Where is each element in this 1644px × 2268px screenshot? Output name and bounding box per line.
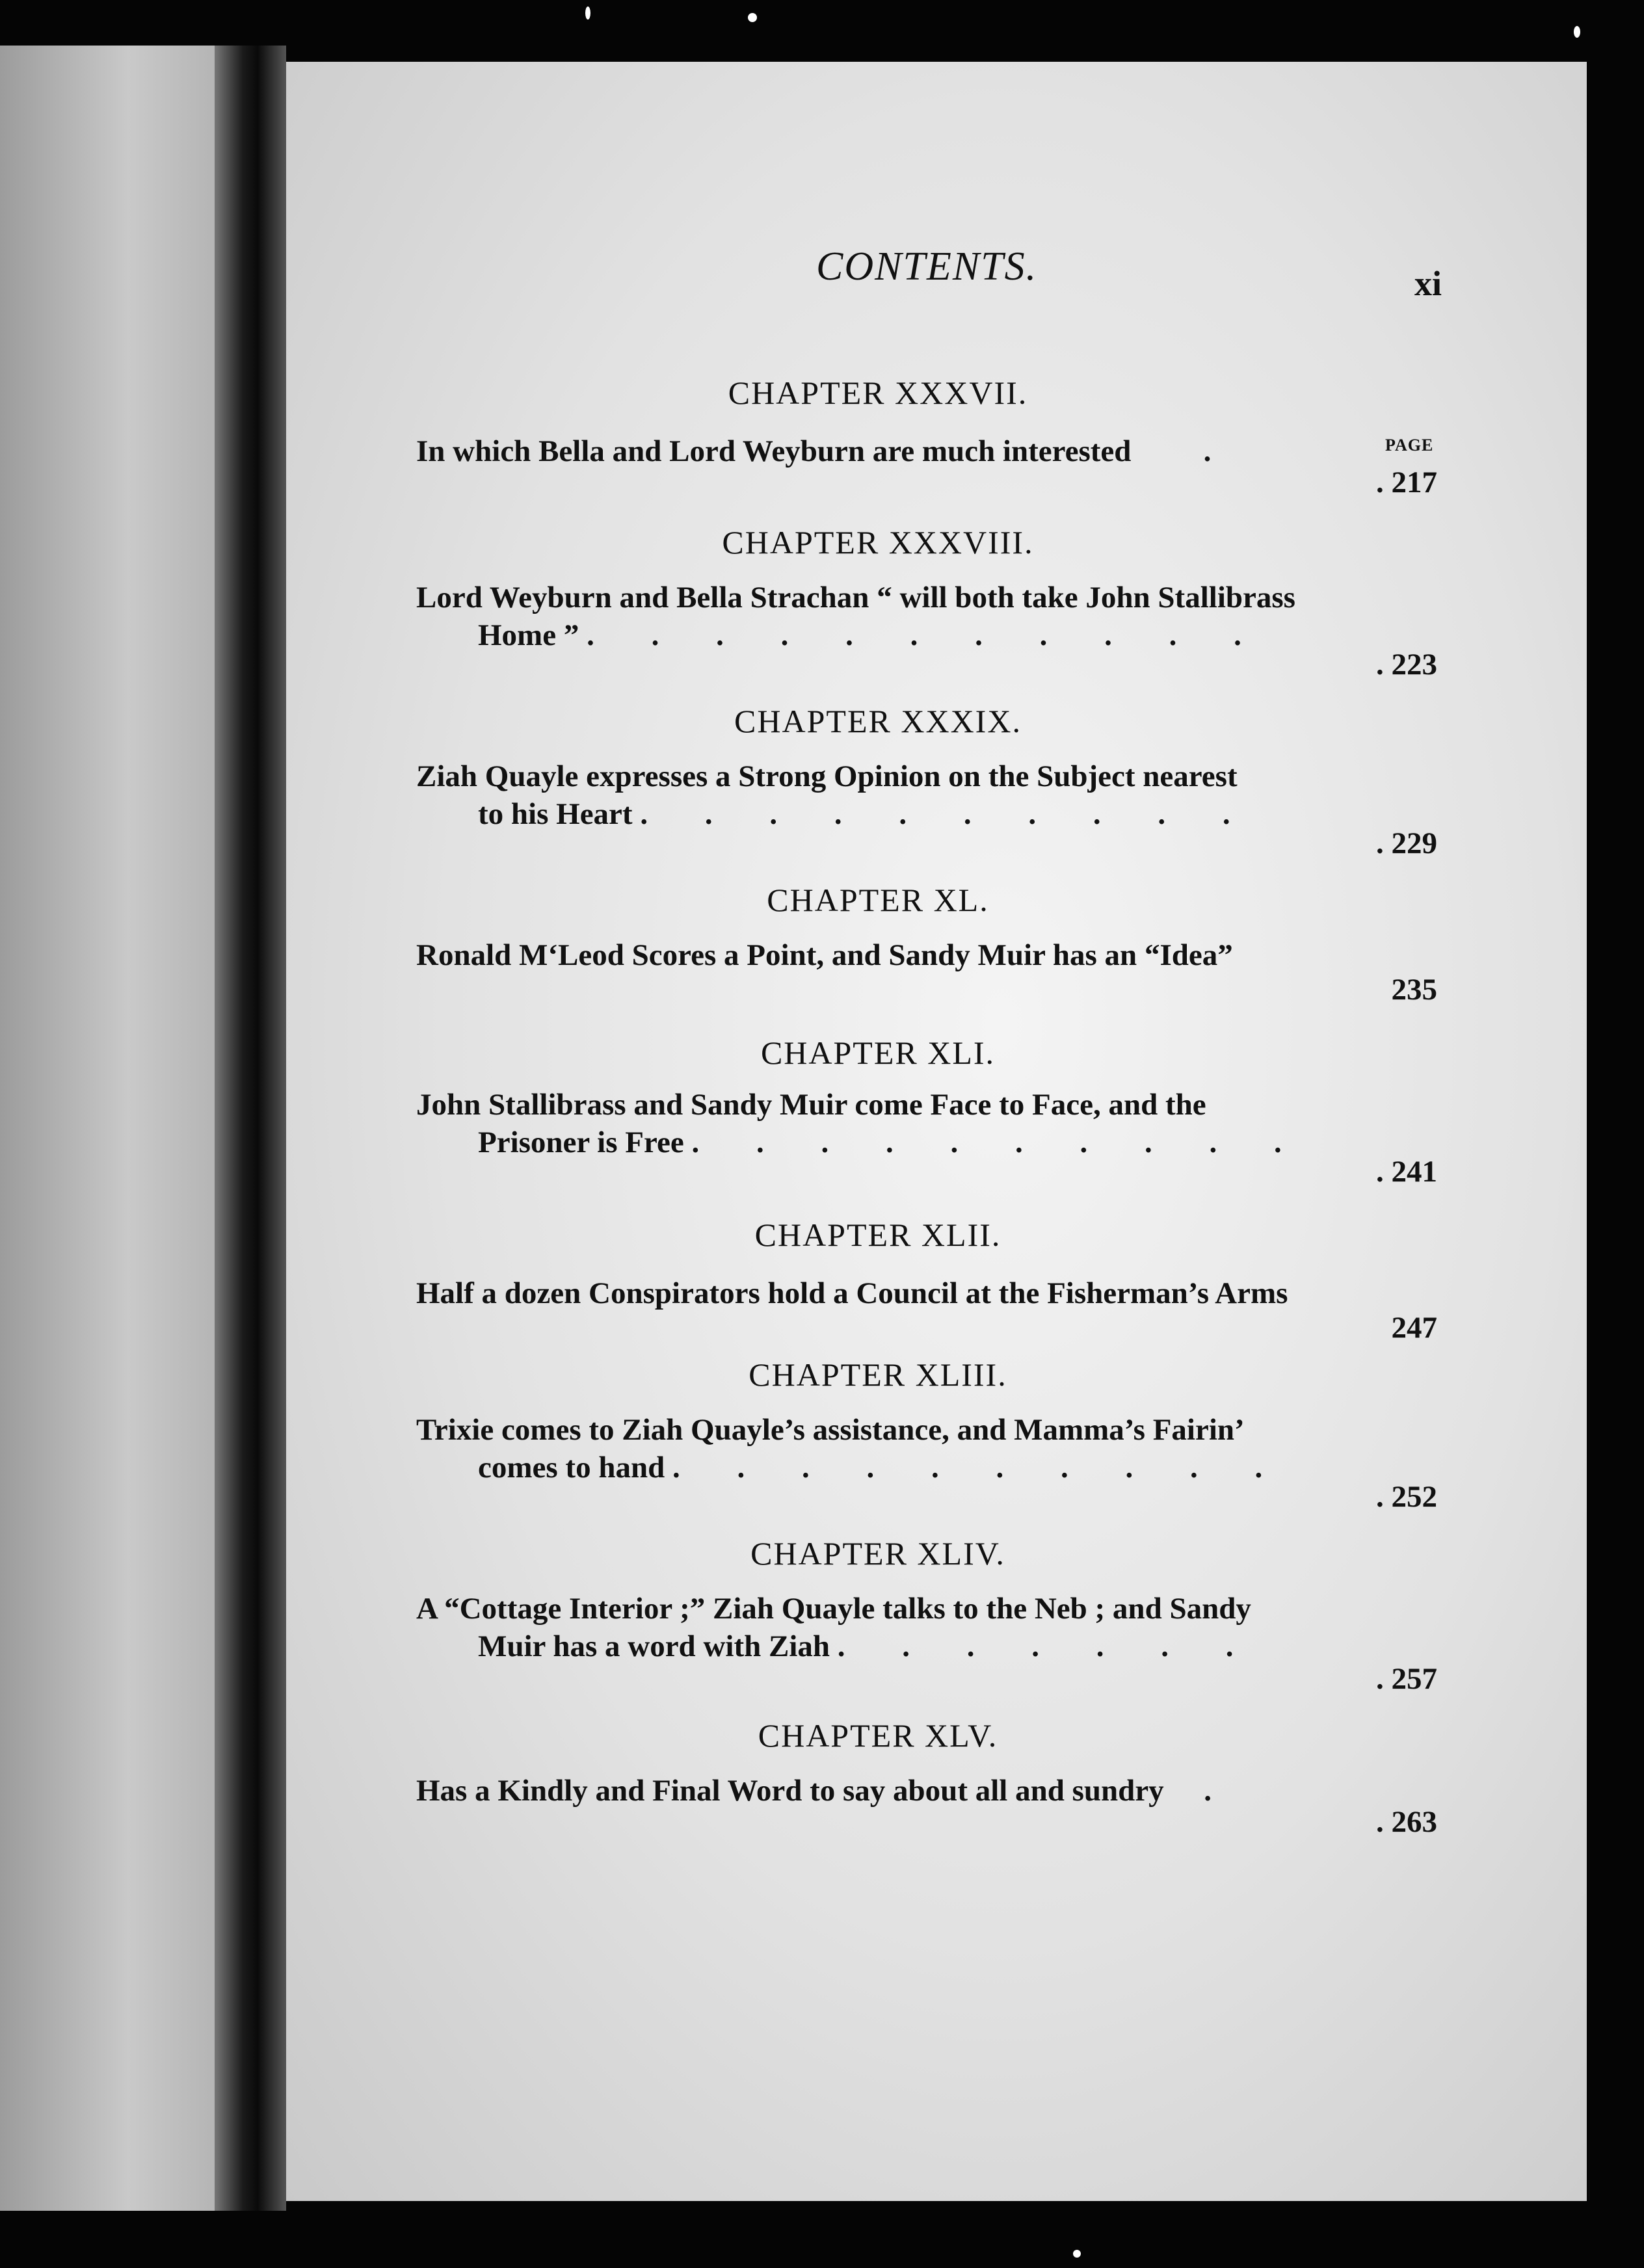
page-number: . 229 bbox=[1376, 826, 1437, 860]
chapter-title bbox=[416, 1274, 1405, 1312]
chapter-heading: CHAPTER XLII. bbox=[754, 1217, 1001, 1253]
scan-speck bbox=[748, 13, 757, 22]
page-column-label: PAGE bbox=[1385, 436, 1434, 455]
page-number: . 217 bbox=[1376, 466, 1437, 499]
page-number: . 223 bbox=[1376, 648, 1437, 681]
page-number: . 263 bbox=[1376, 1805, 1437, 1839]
chapter-heading: CHAPTER XLIII. bbox=[749, 1356, 1007, 1393]
chapter-title-line: In which Bella and Lord Weyburn are much interested bbox=[416, 434, 1132, 468]
chapter-title bbox=[416, 1411, 1405, 1486]
chapter-title-line: to his Heart bbox=[478, 797, 633, 831]
dot-leader: . . . . . . . . . . bbox=[691, 1126, 1306, 1159]
page-number: 235 bbox=[1391, 973, 1437, 1007]
chapter-heading: CHAPTER XXXIX. bbox=[734, 703, 1022, 739]
chapter-title bbox=[416, 758, 1405, 833]
chapter-heading: CHAPTER XLV. bbox=[758, 1717, 998, 1754]
chapter-title bbox=[416, 1086, 1405, 1161]
chapter-heading: CHAPTER XXXVIII. bbox=[722, 524, 1034, 560]
chapter-title-line: Prisoner is Free bbox=[478, 1126, 684, 1159]
chapter-title bbox=[416, 1772, 1405, 1810]
page-number: . 241 bbox=[1376, 1155, 1437, 1189]
dot-leader: . . . . . . . . . . bbox=[640, 797, 1255, 831]
book-gutter bbox=[215, 46, 286, 2211]
contents-page bbox=[286, 62, 1587, 2201]
chapter-title-line: comes to hand bbox=[478, 1451, 665, 1484]
folio-page-number: xi bbox=[1414, 264, 1442, 303]
facing-page-edge bbox=[0, 46, 215, 2211]
running-head: CONTENTS. bbox=[816, 244, 1038, 289]
chapter-title-line: Trixie comes to Ziah Quayle’s assistance, and Mamma’s Fairin’ bbox=[416, 1413, 1245, 1447]
chapter-title-line: Ronald M‘Leod Scores a Point, and Sandy Muir has an “Idea” bbox=[416, 938, 1233, 972]
chapter-title-line: A “Cottage Interior ;” Ziah Quayle talks to the Neb ; and Sandy bbox=[416, 1592, 1251, 1626]
dot-leader: . . . . . . . . . . . bbox=[587, 618, 1266, 652]
page-number: . 252 bbox=[1376, 1480, 1437, 1514]
chapter-title-line: Home ” bbox=[478, 618, 579, 652]
chapter-title bbox=[416, 579, 1405, 654]
chapter-title bbox=[416, 1590, 1405, 1665]
chapter-title bbox=[416, 936, 1405, 974]
dot-leader: . . . . . . . bbox=[837, 1629, 1258, 1663]
dot-leader: . bbox=[1171, 1774, 1236, 1808]
chapter-title-line: Lord Weyburn and Bella Strachan “ will both take John Stallibrass bbox=[416, 581, 1295, 614]
chapter-heading: CHAPTER XLIV. bbox=[750, 1535, 1005, 1572]
chapter-title-line: Ziah Quayle expresses a Strong Opinion on the Subject nearest bbox=[416, 759, 1238, 793]
chapter-title bbox=[416, 432, 1405, 470]
dot-leader: . bbox=[1139, 434, 1236, 468]
chapter-title-line: John Stallibrass and Sandy Muir come Face to Face, and the bbox=[416, 1088, 1206, 1122]
chapter-title-line: Half a dozen Conspirators hold a Council at the Fisherman’s Arms bbox=[416, 1276, 1288, 1310]
page-number: . 257 bbox=[1376, 1662, 1437, 1696]
chapter-title-line: Muir has a word with Ziah bbox=[478, 1629, 830, 1663]
scan-speck bbox=[585, 7, 590, 20]
chapter-heading: CHAPTER XXXVII. bbox=[728, 375, 1028, 411]
scan-speck bbox=[1574, 26, 1580, 38]
chapter-heading: CHAPTER XL. bbox=[767, 882, 989, 918]
chapter-title-line: Has a Kindly and Final Word to say about all and sundry bbox=[416, 1774, 1164, 1808]
page-number: 247 bbox=[1391, 1311, 1437, 1345]
scan-speck bbox=[1073, 2250, 1081, 2258]
chapter-heading: CHAPTER XLI. bbox=[760, 1035, 996, 1071]
dot-leader: . . . . . . . . . . bbox=[672, 1451, 1288, 1484]
